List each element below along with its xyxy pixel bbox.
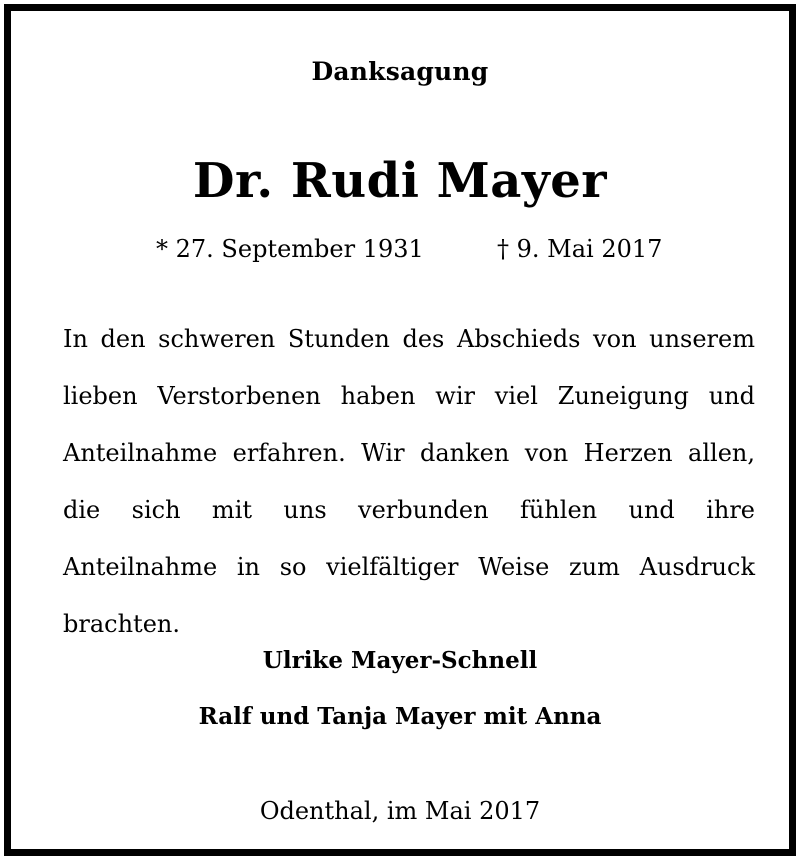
- signer-1: Ulrike Mayer-Schnell: [262, 647, 538, 674]
- place-and-date: Odenthal, im Mai 2017: [259, 797, 541, 825]
- signer-2: Ralf und Tanja Mayer mit Anna: [198, 703, 602, 730]
- notice-frame: [4, 4, 796, 856]
- notice-heading: Danksagung: [311, 57, 489, 86]
- thank-you-text: In den schweren Stunden des Abschieds von unserem lieben Verstorbenen haben wir viel Zuneigung und Anteilnahme erfahren. Wir danken von Herzen allen, die sich mit uns verbunden fühlen und ihre Anteilnahme in so vielfältiger Weise zum Ausdruck brachten.: [63, 325, 755, 638]
- deceased-name: Dr. Rudi Mayer: [192, 153, 608, 209]
- death-date: † 9. Mai 2017: [497, 235, 663, 263]
- birth-date: * 27. September 1931: [156, 235, 424, 263]
